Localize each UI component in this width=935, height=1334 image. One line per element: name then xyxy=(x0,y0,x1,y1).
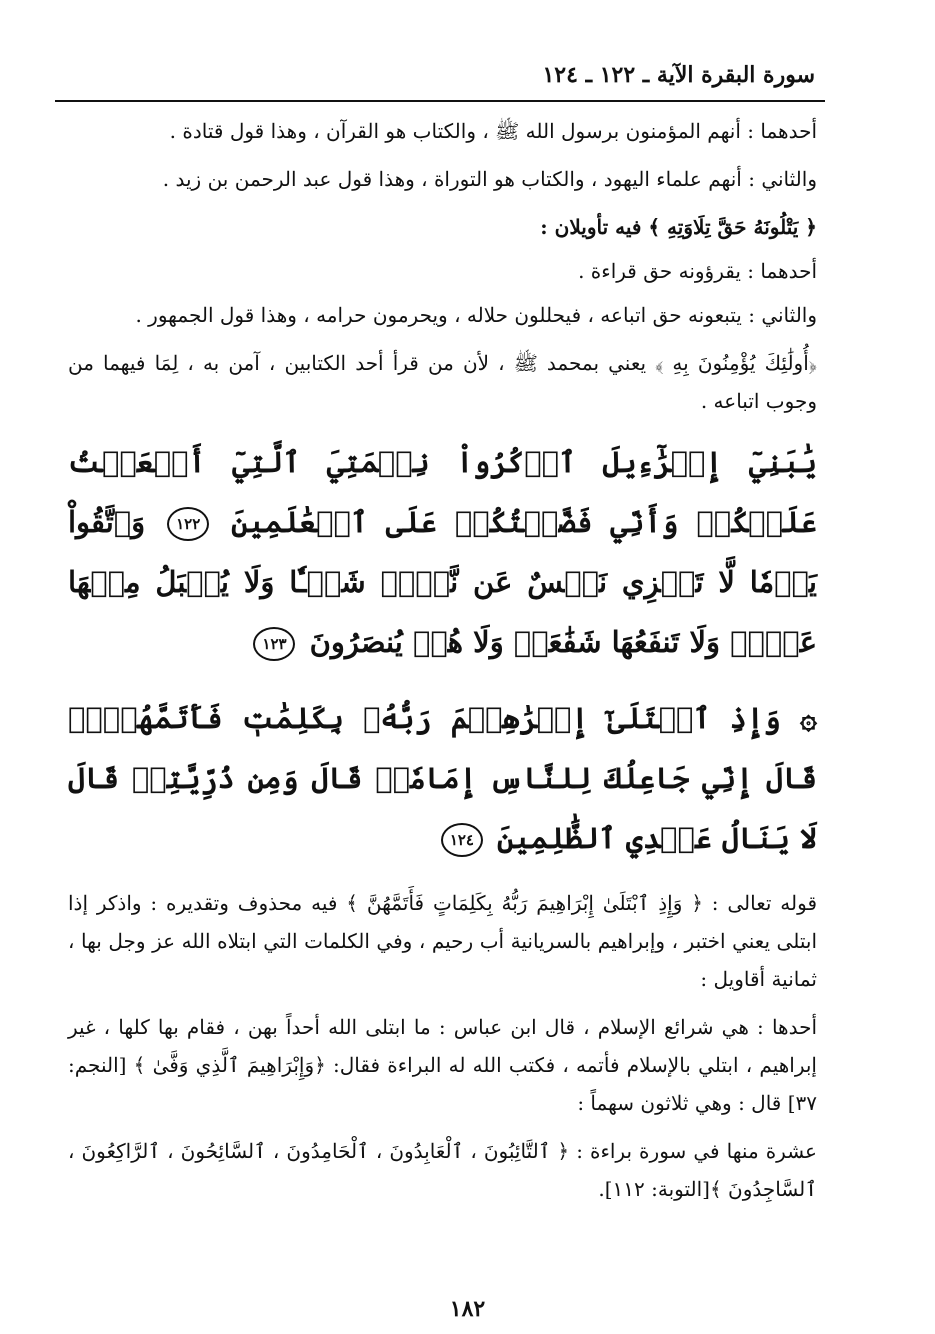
quran-verse-122: يَٰبَنِيٓ إِسۡرَٰٓءِيلَ ٱذۡكُرُواْ نِعۡمَتِيَ ٱلَّتِيٓ أَنۡعَمۡتُ عَلَيۡكُمۡ وَأَنِّي فَضَّلۡتُكُمۡ عَلَى ٱلۡعَٰلَمِينَ xyxy=(68,445,817,539)
header-rule xyxy=(55,100,825,102)
page-body xyxy=(68,112,817,1218)
commentary-3: عشرة منها في سورة براءة : ﴿ ٱلتَّائِبُونَ ، ٱلْعَابِدُونَ ، ٱلْحَامِدُونَ ، ٱلسَّائِحُونَ ، ٱلرَّاكِعُونَ ، ٱلسَّاجِدُونَ ﴾[التوبة: ١١٢]. xyxy=(68,1139,817,1201)
quran-verse-123: وَٱتَّقُواْ يَوۡمٗا لَّا تَجۡزِي نَفۡسٌ عَن نَّفۡسٖ شَيۡـٔٗا وَلَا يُقۡبَلُ مِنۡهَا عَدۡلٞ وَلَا تَنفَعُهَا شَفَٰعَةٞ وَلَا هُمۡ يُنصَرُونَ xyxy=(68,505,817,659)
commentary-1: قوله تعالى : ﴿ وَإِذِ ٱبْتَلَىٰ إِبْرَاهِيمَ رَبُّهُ بِكَلِمَاتٍ فَأَتَمَّهُنَّ ﴾ فيه محذوف وتقديره : واذكر إذا ابتلى يعني اختبر ، وإبراهيم بالسريانية أب رحيم ، وفي الكلمات التي ابتلاه الله عز وجل بها ، ثمانية أقاويل : xyxy=(68,891,818,991)
ayah-number-122: ١٢٢ xyxy=(167,507,209,541)
quran-verse-124: ۞ وَإِذِ ٱبۡتَلَىٰٓ إِبۡرَٰهِـۧمَ رَبُّهُۥ بِكَلِمَٰتٖ فَأَتَمَّهُنَّۖ قَالَ إِنِّي جَاعِلُكَ لِلنَّاسِ إِمَامٗاۖ قَالَ وَمِن ذُرِّيَّتِيۖ قَالَ لَا يَنَالُ عَهۡدِي ٱلظَّٰلِمِينَ xyxy=(68,701,817,855)
quran-block-124 xyxy=(68,688,817,868)
paragraph-4: أحدهما : يقرؤونه حق قراءة . xyxy=(578,259,817,283)
paragraph-1: أحدهما : أنهم المؤمنون برسول الله ﷺ ، والكتاب هو القرآن ، وهذا قول قتادة . xyxy=(169,119,817,143)
running-header: سورة البقرة الآية ـ ١٢٢ ـ ١٢٤ xyxy=(542,62,815,88)
ayah-number-124: ١٢٤ xyxy=(441,823,483,857)
quran-block-122-123 xyxy=(68,432,817,672)
ayah-number-123: ١٢٣ xyxy=(253,627,295,661)
paragraph-3: ﴿ يَتْلُونَهُ حَقَّ تِلَاوَتِهِ ﴾ فيه تأويلان : xyxy=(540,215,817,239)
paragraph-2: والثاني : أنهم علماء اليهود ، والكتاب هو التوراة ، وهذا قول عبد الرحمن بن زيد . xyxy=(162,167,817,191)
commentary-2: أحدها : هي شرائع الإسلام ، قال ابن عباس : ما ابتلى الله أحداً بهن ، فقام بها كلها ، غير إبراهيم ، ابتلي بالإسلام فأتمه ، فكتب الله له البراءة فقال: ﴿وَإِبْرَاهِيمَ ٱلَّذِي وَفَّىٰ ﴾ [النجم: ٣٧] قال : وهي ثلاثون سهماً : xyxy=(68,1015,818,1115)
page-number: ١٨٢ xyxy=(449,1296,486,1322)
paragraph-6: ﴿أُولَٰئِكَ يُؤْمِنُونَ بِهِ ﴾ يعني بمحمد ﷺ ، لأن من قرأ أحد الكتابين ، آمن به ، لِمَا فيهما من وجوب اتباعه . xyxy=(68,351,817,413)
paragraph-5: والثاني : يتبعونه حق اتباعه ، فيحللون حلاله ، ويحرمون حرامه ، وهذا قول الجمهور . xyxy=(135,303,817,327)
